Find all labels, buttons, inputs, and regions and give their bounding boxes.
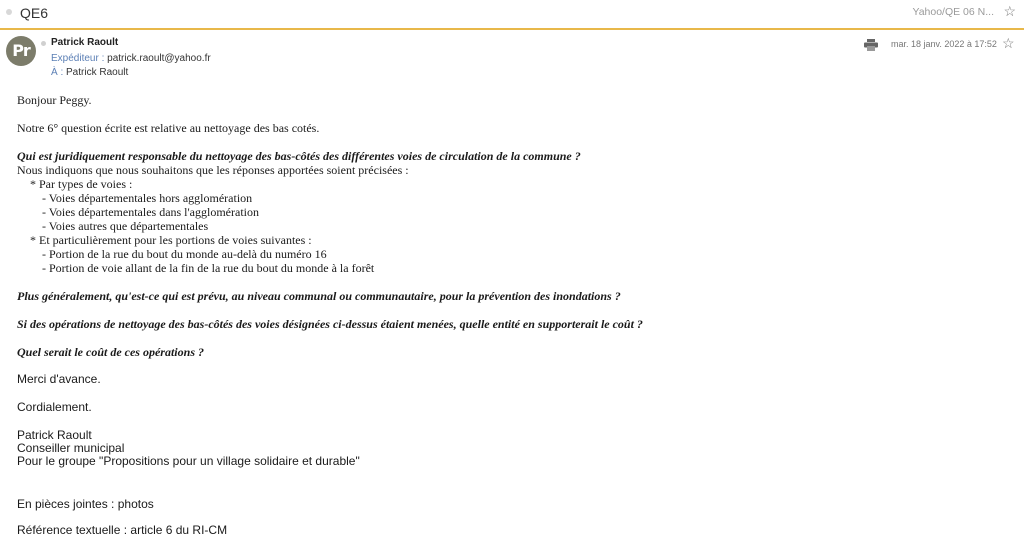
list-item: - Voies départementales dans l'agglomération	[42, 205, 259, 219]
question-2: Plus généralement, qu'est-ce qui est prévu, au niveau communal ou communautaire, pour la prévention des inondations ?	[17, 289, 621, 303]
to-row	[51, 67, 128, 78]
unread-dot-icon	[6, 9, 12, 15]
closing: Cordialement.	[17, 400, 92, 414]
question-3: Si des opérations de nettoyage des bas-côtés des voies désignées ci-dessus étaient menées, quelle entité en supporterait le coût ?	[17, 317, 643, 331]
email-subject: QE6	[20, 5, 49, 21]
from-row	[51, 53, 211, 64]
from-address[interactable]: patrick.raoult@yahoo.fr	[107, 53, 211, 64]
subject-bar	[0, 0, 1024, 30]
avatar[interactable]: Pr	[6, 36, 36, 66]
thanks: Merci d'avance.	[17, 372, 101, 386]
details-intro: Nous indiquons que nous souhaitons que les réponses apportées soient précisées :	[17, 163, 409, 177]
from-label: Expéditeur :	[51, 53, 105, 64]
printer-icon[interactable]	[864, 39, 878, 51]
star-outline-icon[interactable]: ☆	[1003, 3, 1016, 19]
message-header	[0, 31, 1024, 83]
folder-label[interactable]: Yahoo/QE 06 N...	[912, 6, 994, 18]
list-item: - Portion de la rue du bout du monde au-delà du numéro 16	[42, 247, 327, 261]
list-item: - Voies autres que départementales	[42, 219, 209, 233]
intro-paragraph: Notre 6° question écrite est relative au nettoyage des bas cotés.	[17, 121, 320, 135]
signature-group: Pour le groupe "Propositions pour un village solidaire et durable"	[17, 454, 360, 468]
bullet-portions: * Et particulièrement pour les portions de voies suivantes :	[30, 233, 312, 247]
signature-name: Patrick Raoult	[17, 428, 92, 442]
to-label: À :	[51, 67, 64, 78]
list-item: - Portion de voie allant de la fin de la rue du bout du monde à la forêt	[42, 261, 375, 275]
reference-note: Référence textuelle : article 6 du RI-CM	[17, 523, 228, 537]
sender-name[interactable]: Patrick Raoult	[51, 37, 119, 48]
list-item: - Voies départementales hors agglomération	[42, 191, 253, 205]
question-1: Qui est juridiquement responsable du nettoyage des bas-côtés des différentes voies de circulation de la commune ?	[17, 149, 581, 163]
signature-title: Conseiller municipal	[17, 441, 125, 455]
message-date: mar. 18 janv. 2022 à 17:52	[891, 39, 997, 49]
attachments-note: En pièces jointes : photos	[17, 497, 154, 511]
status-dot-icon	[41, 41, 46, 46]
star-outline-icon[interactable]: ☆	[1002, 35, 1015, 51]
question-4: Quel serait le coût de ces opérations ?	[17, 345, 204, 359]
bullet-voie-types: * Par types de voies :	[30, 177, 133, 191]
greeting: Bonjour Peggy.	[17, 93, 92, 107]
to-recipient[interactable]: Patrick Raoult	[66, 67, 129, 78]
